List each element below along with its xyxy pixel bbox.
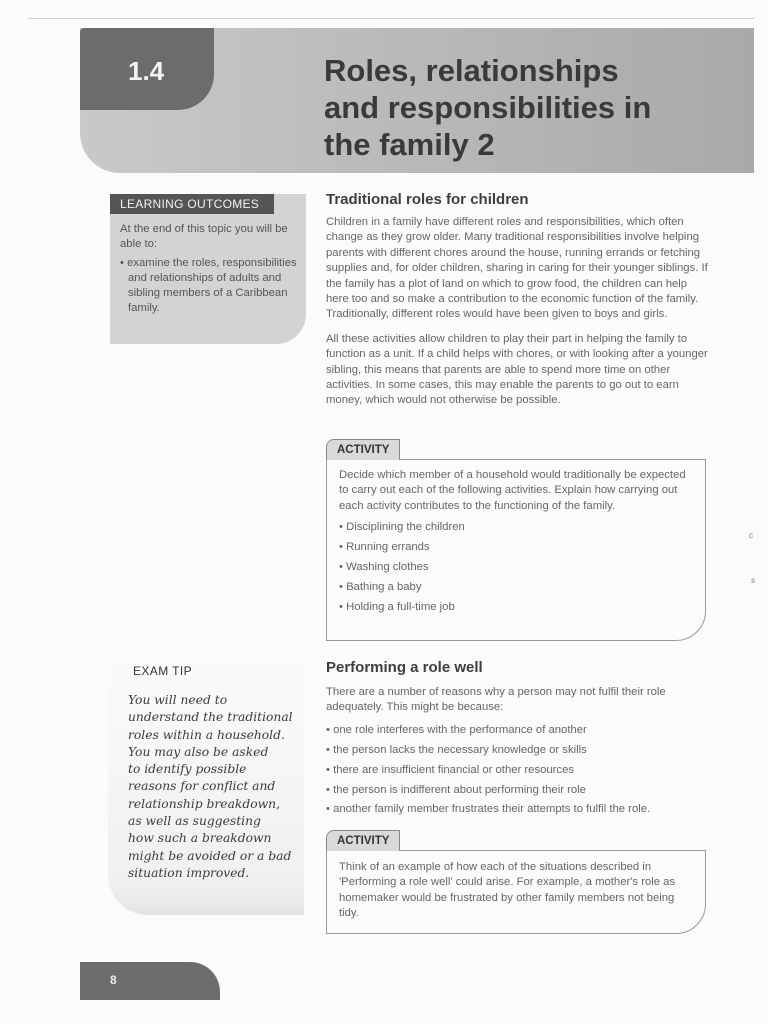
list-item: • another family member frustrates their attempts to fulfil the role. — [326, 803, 651, 816]
section-number: 1.4 — [128, 56, 165, 86]
list-item: • Disciplining the children — [339, 521, 465, 534]
list-item: • Running errands — [339, 541, 430, 554]
learning-outcomes-bullet: • examine the roles, responsibilities and relationships of adults and sibling members of a Caribbean family. — [120, 257, 297, 314]
reasons-list — [326, 723, 710, 818]
page-number-tab — [80, 962, 220, 1000]
page-title — [324, 52, 744, 163]
list-item: • Bathing a baby — [339, 580, 422, 593]
title-line: the family 2 — [324, 127, 495, 162]
page-number: 8 — [110, 973, 117, 987]
activity-instructions: Decide which member of a household would traditionally be expected to carry out each of the following activities. Explain how carrying out each activity contributes to the functioning of the family. — [339, 469, 686, 512]
list-item: • the person is indifferent about performing their role — [326, 783, 586, 796]
exam-tip-line: as well as suggesting — [128, 814, 261, 829]
activity-label-1: ACTIVITY — [326, 439, 400, 460]
exam-tip-line: You will need to — [128, 693, 228, 707]
top-rule — [28, 18, 754, 19]
exam-tip-line: roles within a household. — [128, 727, 285, 742]
list-item: • the person lacks the necessary knowledge or skills — [326, 743, 587, 756]
exam-tip-line: might be avoided or a bad — [128, 848, 292, 863]
paragraph: All these activities allow children to play their part in helping the family to function as a unit. If a child helps with chores, or with looking after a younger sibling, this means that parents are able to spend more time on other activities. In some cases, this may enable the parents to go out to earn money, which would not otherwise be possible. — [326, 332, 708, 407]
activity-text-2 — [339, 860, 694, 928]
exam-tip-title: EXAM TIP — [133, 664, 192, 678]
exam-tip-line: to identify possible — [128, 762, 247, 777]
activity-instructions: Think of an example of how each of the situations described in 'Performing a role well' could arise. For example, a mother's role as homemaker would be frustrated by other family members not being tidy. — [339, 861, 676, 920]
title-line: Roles, relationships — [324, 53, 619, 88]
exam-tip-line: reasons for conflict and — [128, 779, 276, 794]
list-item: • one role interferes with the performance of another — [326, 723, 587, 736]
activity-list — [339, 520, 694, 615]
exam-tip-line: You may also be asked — [128, 744, 269, 759]
exam-tip-line: understand the traditional — [128, 710, 293, 725]
learning-outcomes-intro: At the end of this topic you will be able to: — [120, 223, 288, 250]
margin-mark: s — [751, 576, 755, 585]
exam-tip-line: situation improved. — [128, 865, 250, 880]
exam-tip-line: how such a breakdown — [128, 831, 272, 846]
activity-label-2: ACTIVITY — [326, 830, 400, 851]
learning-outcomes-label: LEARNING OUTCOMES — [110, 194, 274, 214]
list-item: • Washing clothes — [339, 561, 429, 574]
list-item: • Holding a full-time job — [339, 600, 455, 613]
paragraph: Children in a family have different roles and responsibilities, which often change as they grow older. Many traditional responsibilities involve helping parents with different chores around the house, running errands or fetching supplies and, for older children, sharing in caring for their younger siblings. If the family has a plot of land on which to grow food, the children can help here too and so make a contribution to the economic function of the family. Traditionally, different roles would have been given to boys and girls. — [326, 216, 708, 321]
learning-outcomes-text — [120, 222, 300, 320]
exam-tip-line: relationship breakdown, — [128, 796, 280, 811]
section-body-performing-role — [326, 685, 710, 822]
exam-tip-handwritten — [128, 692, 300, 882]
activity-text-1 — [339, 468, 694, 620]
margin-mark: c — [749, 531, 753, 540]
section-heading-performing-role: Performing a role well — [326, 659, 483, 676]
section-heading-traditional-roles: Traditional roles for children — [326, 191, 529, 208]
paragraph: There are a number of reasons why a person may not fulfil their role adequately. This might be because: — [326, 686, 666, 714]
list-item: • there are insufficient financial or other resources — [326, 763, 575, 776]
section-body-traditional-roles — [326, 215, 710, 409]
title-line: and responsibilities in — [324, 90, 652, 125]
